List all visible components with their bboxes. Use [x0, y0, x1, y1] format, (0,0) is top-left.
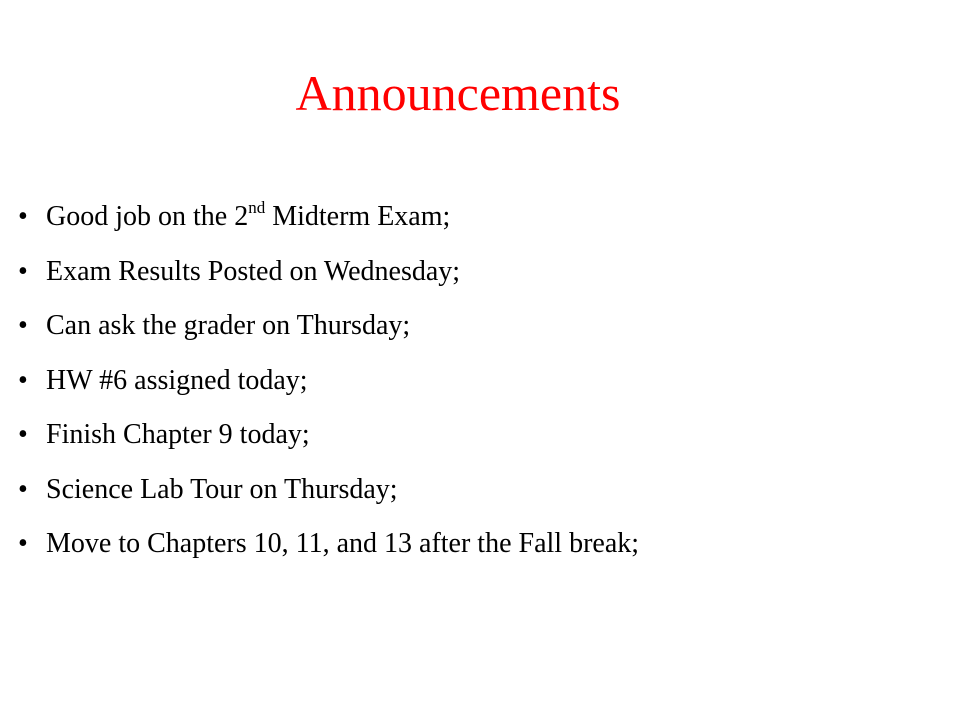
bullet-icon: • — [18, 419, 28, 450]
bullet-icon: • — [18, 528, 28, 559]
list-item — [18, 354, 938, 409]
list-item — [18, 190, 938, 245]
list-item-text: Good job on the 2nd Midterm Exam; — [46, 198, 451, 232]
list-item-text: HW #6 assigned today; — [46, 364, 308, 396]
list-item-text: Exam Results Posted on Wednesday; — [46, 255, 461, 287]
list-item — [18, 517, 938, 572]
list-item-text: Finish Chapter 9 today; — [46, 419, 310, 450]
list-item-text: Science Lab Tour on Thursday; — [46, 473, 398, 505]
bullet-icon: • — [18, 255, 28, 287]
bullet-icon: • — [18, 364, 28, 396]
list-item — [18, 245, 938, 300]
superscript: nd — [248, 198, 266, 217]
announcement-list — [18, 190, 938, 572]
bullet-icon: • — [18, 473, 28, 505]
list-item-text: Can ask the grader on Thursday; — [46, 310, 411, 341]
list-item-text: Move to Chapters 10, 11, and 13 after the Fall break; — [46, 528, 640, 559]
list-item — [18, 299, 938, 354]
list-item — [18, 408, 938, 463]
bullet-icon: • — [18, 310, 28, 341]
slide-title: Announcements — [295, 65, 621, 121]
bullet-icon: • — [18, 201, 28, 232]
list-item — [18, 463, 938, 518]
